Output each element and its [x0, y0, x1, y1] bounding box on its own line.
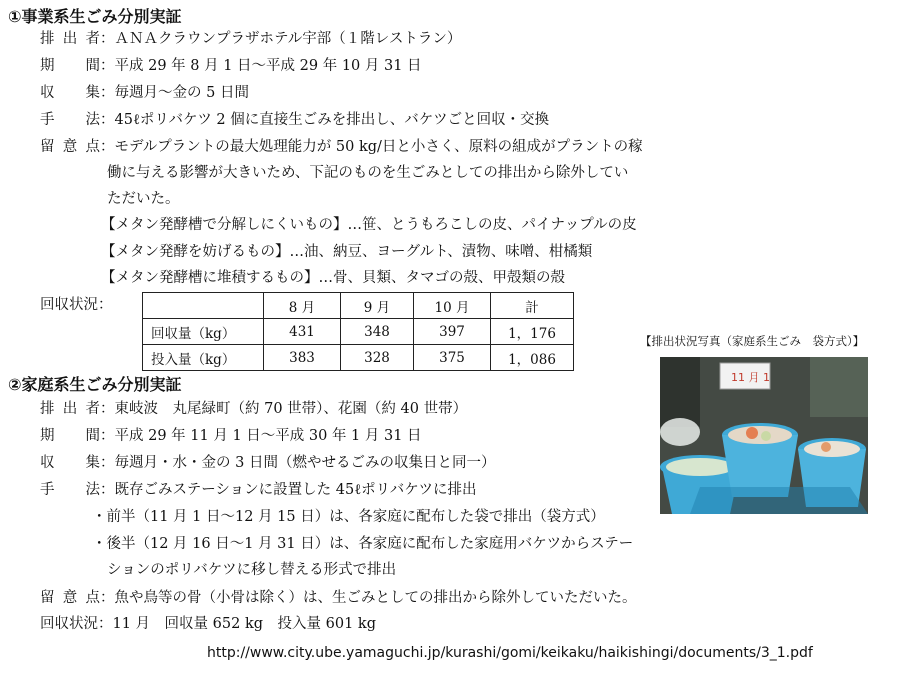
table-row [143, 319, 574, 345]
section1-heading: ①事業系生ごみ分別実証 [8, 7, 182, 26]
period-value: ：平成 29 年 11 月 1 日～平成 30 年 1 月 31 日 [100, 428, 422, 444]
table-cell: 1，176 [491, 319, 574, 345]
table-row [143, 293, 574, 319]
notes-term: 留意点 [40, 590, 100, 606]
section1-collection [40, 83, 249, 103]
period-value: ：平成 29 年 8 月 1 日～平成 29 年 10 月 31 日 [100, 58, 422, 74]
section1-emitter [40, 29, 461, 49]
sign-text: 11 月 1 [731, 371, 770, 384]
collection-term: 収 集 [40, 85, 100, 101]
method-term: 手 法 [40, 482, 100, 498]
table-header-cell [143, 293, 264, 319]
notes-value: ：魚や鳥等の骨（小骨は除く）は、生ごみとしての排出から除外していただいた。 [100, 590, 637, 606]
table-cell: 375 [414, 345, 491, 371]
emitter-value: ：東岐波 丸尾緑町（約 70 世帯）、花園（約 40 世帯） [100, 401, 468, 417]
status-label: 回収状況： [40, 297, 113, 313]
table-header-cell: 10 月 [414, 293, 491, 319]
section1-notes [40, 137, 643, 157]
exclusion-item: 【メタン発酵槽で分解しにくいもの】…笹、とうもろこしの皮、パイナップルの皮 [101, 217, 637, 233]
section2-notes [40, 588, 637, 608]
table-cell: 1，086 [491, 345, 574, 371]
method-term: 手 法 [40, 112, 100, 128]
table-cell: 383 [264, 345, 341, 371]
section2-method [40, 480, 477, 500]
source-url: http://www.city.ube.yamaguchi.jp/kurashi/gomi/keikaku/haikishingi/documents/3_1.pdf [207, 645, 813, 661]
table-cell: 348 [341, 319, 414, 345]
waste-collection-photo [660, 357, 868, 514]
table-header-cell: 計 [491, 293, 574, 319]
section2-collection [40, 453, 495, 473]
emitter-term: 排出者 [40, 31, 100, 47]
section1-method [40, 110, 549, 130]
collection-term: 収 集 [40, 455, 100, 471]
photo-illustration [660, 357, 868, 514]
table-row-label: 投入量（kg） [143, 345, 264, 371]
table-header-cell: 8 月 [264, 293, 341, 319]
notes-line3: ただいた。 [107, 191, 180, 207]
emitter-term: 排出者 [40, 401, 100, 417]
method-value: ：45ℓポリバケツ 2 個に直接生ごみを排出し、バケツごと回収・交換 [100, 112, 550, 128]
section2-heading: ②家庭系生ごみ分別実証 [8, 375, 182, 394]
period-term: 期 間 [40, 58, 100, 74]
method-value: ：既存ごみステーションに設置した 45ℓポリバケツに排出 [100, 482, 477, 498]
section1-period [40, 56, 422, 76]
method-bullet: ・前半（11 月 1 日～12 月 15 日）は、各家庭に配布した袋で排出（袋方式） [92, 509, 605, 525]
notes-line1: ：モデルプラントの最大処理能力が 50 kg/日と小さく、原料の組成がプラントの稼 [100, 139, 643, 155]
table-cell: 397 [414, 319, 491, 345]
table-cell: 431 [264, 319, 341, 345]
collection-value: ：毎週月～金の 5 日間 [100, 85, 249, 101]
method-bullet-continuation: ションのポリバケツに移し替える形式で排出 [107, 562, 397, 578]
collection-table [142, 292, 574, 371]
table-row-label: 回収量（kg） [143, 319, 264, 345]
notes-line2: 働に与える影響が大きいため、下記のものを生ごみとしての排出から除外してい [107, 165, 629, 181]
table-row [143, 345, 574, 371]
section2-period [40, 426, 422, 446]
section2-status: 回収状況：11 月 回収量 652 kg 投入量 601 kg [40, 616, 376, 632]
emitter-value: ：ＡＮＡクラウンプラザホテル宇部（１階レストラン） [100, 31, 462, 47]
method-bullet: ・後半（12 月 16 日～1 月 31 日）は、各家庭に配布した家庭用バケツからステー [92, 536, 634, 552]
photo-caption: 【排出状況写真（家庭系生ごみ 袋方式）】 [640, 334, 865, 348]
exclusion-item: 【メタン発酵を妨げるもの】…油、納豆、ヨーグルト、漬物、味噌、柑橘類 [101, 244, 593, 260]
period-term: 期 間 [40, 428, 100, 444]
section2-emitter [40, 399, 467, 419]
notes-term: 留意点 [40, 139, 100, 155]
table-header-cell: 9 月 [341, 293, 414, 319]
collection-value: ：毎週月・水・金の 3 日間（燃やせるごみの収集日と同一） [100, 455, 496, 471]
table-cell: 328 [341, 345, 414, 371]
exclusion-item: 【メタン発酵槽に堆積するもの】…骨、貝類、タマゴの殻、甲殻類の殻 [101, 270, 565, 286]
